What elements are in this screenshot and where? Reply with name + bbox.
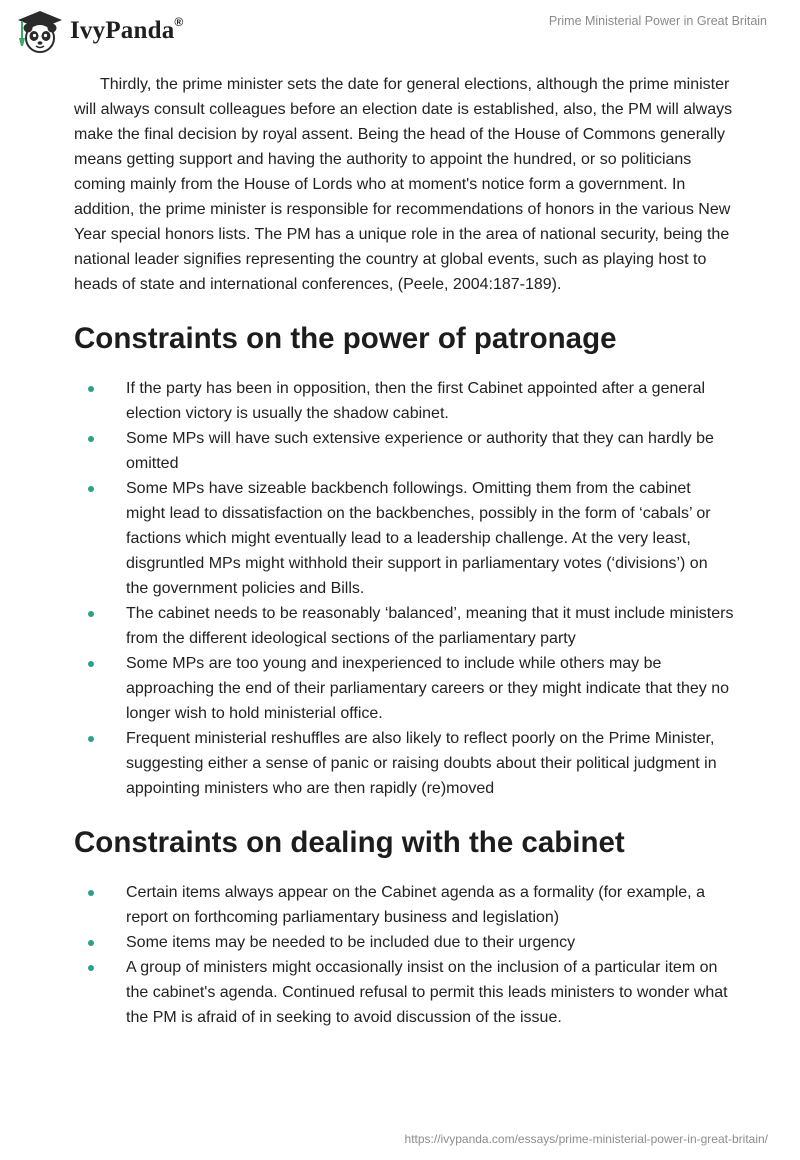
list-item: If the party has been in opposition, then the first Cabinet appointed after a general election victory is usually the shadow cabinet. — [74, 376, 734, 426]
panda-logo-icon — [14, 8, 66, 54]
bullet-dot-icon — [88, 940, 94, 946]
bullet-dot-icon — [88, 611, 94, 617]
brand-name: IvyPanda® — [70, 14, 184, 44]
list-item: Frequent ministerial reshuffles are also likely to reflect poorly on the Prime Minister, suggesting either a sense of panic or raising doubts about their political judgment in appointing ministers who are then rapidly (re)moved — [74, 726, 734, 801]
list-item: Certain items always appear on the Cabinet agenda as a formality (for example, a report on forthcoming parliamentary business and legislation) — [74, 880, 734, 930]
cabinet-list — [74, 880, 734, 1030]
section-heading-patronage: Constraints on the power of patronage — [74, 322, 617, 355]
brand-logo[interactable] — [14, 8, 183, 54]
page-header — [0, 0, 800, 70]
bullet-dot-icon — [88, 436, 94, 442]
intro-paragraph: Thirdly, the prime minister sets the date for general elections, although the prime minister will always consult colleagues before an election date is established, also, the PM will always make the final decision by royal assent. Being the head of the House of Commons generally means getting support and having the authority to appoint the hundred, or so politicians coming mainly from the House of Lords who at moment's notice form a government. In addition, the prime minister is responsible for recommendations of honors in the various New Year special honors lists. The PM has a unique role in the area of national security, being the national leader signifies representing the country at global events, such as playing host to heads of state and international conferences, (Peele, 2004:187-189). — [74, 76, 733, 293]
list-item: Some MPs are too young and inexperienced to include while others may be approaching the end of their parliamentary careers or they might indicate that they no longer wish to hold ministerial office. — [74, 651, 734, 726]
section-heading-cabinet: Constraints on dealing with the cabinet — [74, 826, 625, 859]
list-item: Some MPs have sizeable backbench followings. Omitting them from the cabinet might lead to dissatisfaction on the backbenches, possibly in the form of ‘cabals’ or factions which might eventually lead to a leadership challenge. At the very least, disgruntled MPs might withhold their support in parliamentary votes (‘divisions’) on the government policies and Bills. — [74, 476, 734, 601]
list-item: Some items may be needed to be included due to their urgency — [74, 930, 734, 955]
list-item: Some MPs will have such extensive experience or authority that they can hardly be omitted — [74, 426, 734, 476]
bullet-dot-icon — [88, 661, 94, 667]
bullet-dot-icon — [88, 486, 94, 492]
bullet-dot-icon — [88, 965, 94, 971]
list-item: A group of ministers might occasionally insist on the inclusion of a particular item on the cabinet's agenda. Continued refusal to permit this leads ministers to wonder what the PM is afraid of in seeking to avoid discussion of the issue. — [74, 955, 734, 1030]
patronage-list — [74, 376, 734, 801]
article-body — [74, 72, 734, 1030]
list-item: The cabinet needs to be reasonably ‘balanced’, meaning that it must include ministers from the different ideological sections of the parliamentary party — [74, 601, 734, 651]
document-title: Prime Ministerial Power in Great Britain — [548, 14, 767, 28]
source-url[interactable]: https://ivypanda.com/essays/prime-ministerial-power-in-great-britain/ — [404, 1132, 768, 1146]
bullet-dot-icon — [88, 890, 94, 896]
bullet-dot-icon — [88, 386, 94, 392]
bullet-dot-icon — [88, 736, 94, 742]
